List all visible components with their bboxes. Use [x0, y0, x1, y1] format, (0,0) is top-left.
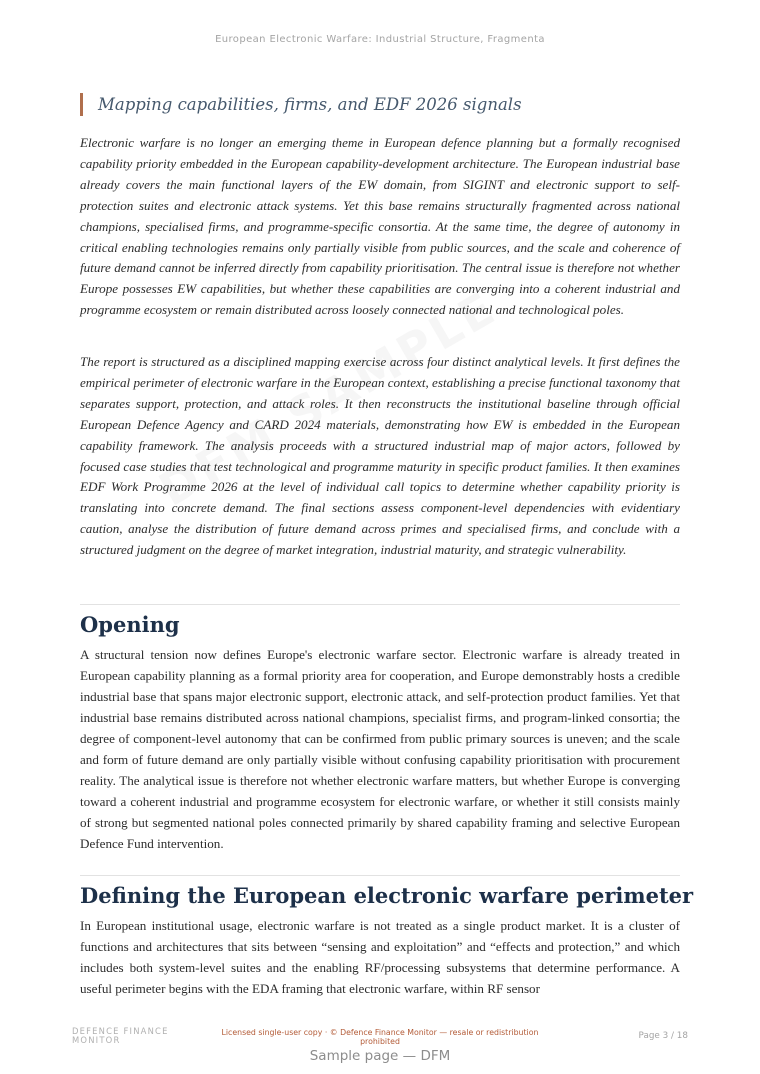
section-heading-perimeter: Defining the European electronic warfare perimeter [80, 883, 694, 908]
abstract-title: Mapping capabilities, firms, and EDF 2026 signals [80, 93, 522, 116]
footer-brand-line1: DEFENCE FINANCE [72, 1026, 169, 1036]
footer-brand-line2: MONITOR [72, 1035, 121, 1045]
section-heading-opening: Opening [80, 612, 180, 637]
section-divider [80, 875, 680, 876]
footer-license [220, 1028, 540, 1046]
footer-license-line2: prohibited [360, 1037, 400, 1046]
footer-brand [72, 1027, 169, 1045]
abstract-paragraph-1: Electronic warfare is no longer an emerging theme in European defence planning but a formally recognised capability priority embedded in the European capability-development architecture. The European industrial base already covers the main functional layers of the EW domain, from SIGINT and electronic support to self-protection suites and electronic attack systems. Yet this base remains structurally fragmented across national champions, specialised firms, and programme-specific consortia. At the same time, the degree of autonomy in critical enabling technologies remains only partially visible from public sources, and the scale and coherence of future demand cannot be inferred directly from capability prioritisation. The central issue is therefore not whether Europe possesses EW capabilities, but whether these capabilities are converging into a coherent industrial and programme ecosystem or remain distributed across loosely connected national and technological poles. [80, 135, 680, 318]
section-divider [80, 604, 680, 605]
section-body-perimeter: In European institutional usage, electronic warfare is not treated as a single product market. It is a cluster of functions and architectures that sits between “sensing and exploitation” and “effects and protection,” and which includes both system-level suites and the enabling RF/processing subsystems that determine performance. A useful perimeter begins with the EDA framing that electronic warfare, within RF sensor [80, 918, 680, 996]
footer-license-line1: Licensed single-user copy · © Defence Finance Monitor — resale or redistribution [221, 1028, 539, 1037]
sample-caption: Sample page — DFM [309, 1048, 451, 1064]
running-header: European Electronic Warfare: Industrial Structure, Fragmenta [215, 34, 545, 45]
page-number: Page 3 / 18 [638, 1031, 688, 1041]
abstract-paragraph-2: The report is structured as a disciplined mapping exercise across four distinct analytical levels. It first defines the empirical perimeter of electronic warfare in the European context, establishing a precise functional taxonomy that separates support, protection, and attack roles. It then reconstructs the institutional baseline through official European Defence Agency and CARD 2024 materials, demonstrating how EW is embedded in the European capability framework. The analysis proceeds with a structured industrial map of major actors, followed by focused case studies that test technological and programme maturity in specific product families. It then examines EDF Work Programme 2026 at the level of individual call topics to determine whether capability priority is translating into concrete demand. The final sections assess component-level dependencies with evidentiary caution, analyse the distribution of future demand across primes and specialised firms, and conclude with a structured judgment on the degree of market integration, industrial maturity, and strategic vulnerability. [80, 354, 680, 558]
section-body-opening: A structural tension now defines Europe's electronic warfare sector. Electronic warfare is already treated in European capability planning as a formal priority area for cooperation, and Europe demonstrably hosts a credible industrial base that spans major electronic support, electronic attack, and self-protection product families. Yet that industrial base remains distributed across national champions, specialist firms, and program-linked consortia; the degree of component-level autonomy that can be confirmed from public primary sources is uneven; and the scale and form of future demand are only partially visible without confusing capability prioritisation with procurement reality. The analytical issue is therefore not whether electronic warfare matters, but whether Europe is converging toward a coherent industrial and programme ecosystem for electronic warfare, or whether it still consists mainly of strong but segmented national poles connected primarily by shared capability framing and selective European Defence Fund intervention. [80, 647, 680, 851]
